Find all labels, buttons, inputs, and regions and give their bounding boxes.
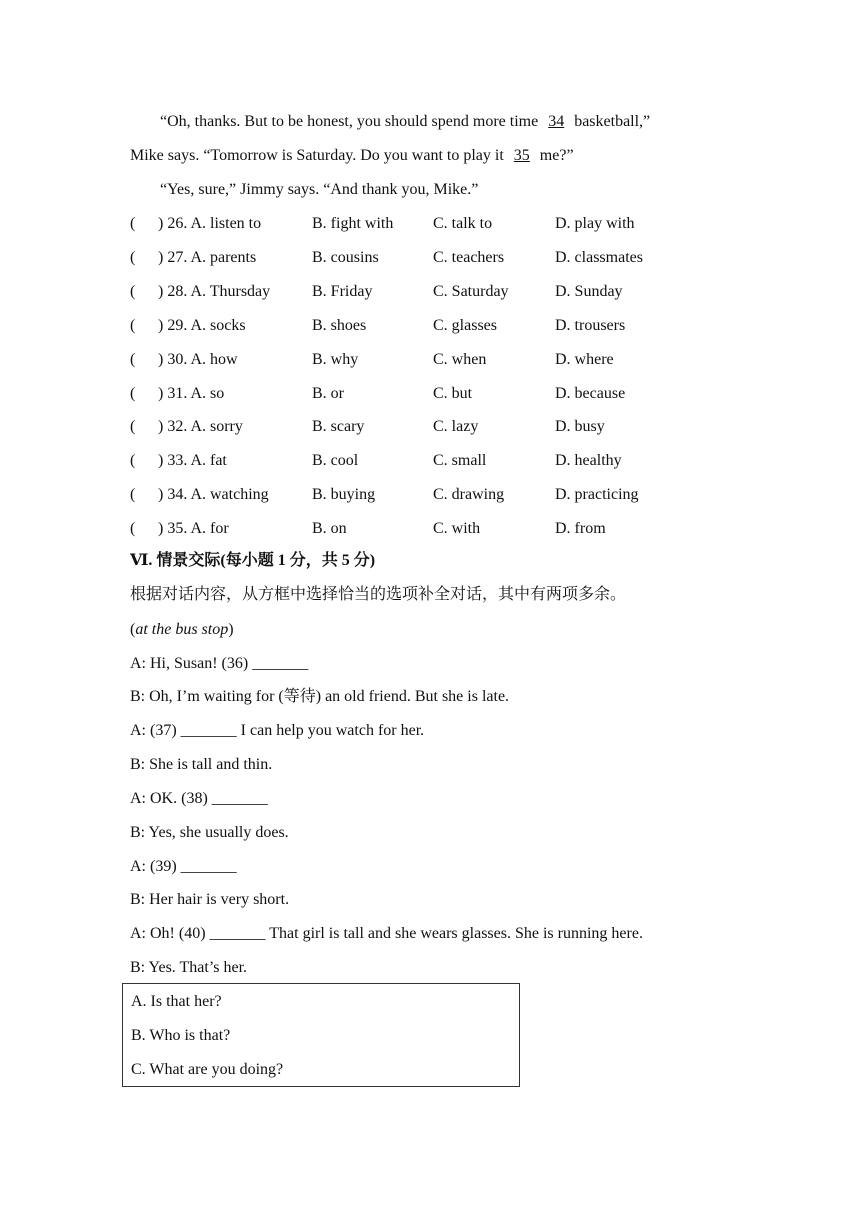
question-option-b: B. cool bbox=[312, 452, 359, 469]
dialogue-line: B: Her hair is very short. bbox=[130, 891, 290, 908]
question-option-d: D. Sunday bbox=[555, 283, 623, 300]
option-item: A. Is that her? bbox=[131, 993, 222, 1010]
question-option-b: B. buying bbox=[312, 486, 376, 503]
question-option-b: B. shoes bbox=[312, 317, 367, 334]
option-item: B. Who is that? bbox=[131, 1027, 231, 1044]
question-option-d: D. trousers bbox=[555, 317, 626, 334]
setting-text: at the bus stop bbox=[135, 621, 229, 638]
option-item: C. What are you doing? bbox=[131, 1061, 284, 1078]
dialogue-setting bbox=[130, 620, 234, 640]
blank-35: 35 bbox=[513, 147, 530, 164]
question-option-d: D. busy bbox=[555, 418, 605, 435]
question-option-a: ) 34. A. watching bbox=[158, 486, 269, 503]
answer-paren: ( bbox=[130, 249, 136, 266]
section-instruction: 根据对话内容，从方框中选择恰当的选项补全对话，其中有两项多余。 bbox=[130, 586, 627, 603]
answer-paren: ( bbox=[130, 452, 136, 469]
question-option-c: C. glasses bbox=[433, 317, 497, 334]
question-option-b: B. cousins bbox=[312, 249, 379, 266]
question-option-c: C. teachers bbox=[433, 249, 505, 266]
passage-text: “Oh, thanks. But to be honest, you should spend more time bbox=[160, 113, 539, 130]
question-option-b: B. on bbox=[312, 520, 347, 537]
question-row bbox=[130, 384, 690, 404]
question-row bbox=[130, 451, 690, 471]
dialogue-line: B: Yes, she usually does. bbox=[130, 824, 289, 841]
question-option-b: B. why bbox=[312, 351, 359, 368]
question-option-a: ) 35. A. for bbox=[158, 520, 229, 537]
question-option-c: C. with bbox=[433, 520, 481, 537]
question-option-d: D. because bbox=[555, 385, 626, 402]
section-heading: Ⅵ. 情景交际(每小题 1 分，共 5 分) bbox=[130, 552, 376, 569]
question-option-c: C. Saturday bbox=[433, 283, 509, 300]
dialogue-line: A: (39) _______ bbox=[130, 858, 237, 875]
question-row bbox=[130, 350, 690, 370]
passage-line-2 bbox=[130, 146, 574, 166]
question-option-a: ) 29. A. socks bbox=[158, 317, 246, 334]
dialogue-line: A: (37) _______ I can help you watch for her. bbox=[130, 722, 425, 739]
question-option-c: C. lazy bbox=[433, 418, 479, 435]
question-option-d: D. practicing bbox=[555, 486, 639, 503]
passage-text: me?” bbox=[539, 147, 574, 164]
question-option-c: C. small bbox=[433, 452, 487, 469]
answer-paren: ( bbox=[130, 486, 136, 503]
options-box bbox=[122, 983, 520, 1087]
question-row bbox=[130, 417, 690, 437]
dialogue-line: B: Oh, I’m waiting for (等待) an old friend. But she is late. bbox=[130, 688, 510, 705]
setting-paren-open: ( bbox=[130, 621, 136, 638]
passage-text: basketball,” bbox=[574, 113, 651, 130]
passage-line-1 bbox=[160, 112, 650, 132]
dialogue-line: A: OK. (38) _______ bbox=[130, 790, 268, 807]
question-option-d: D. classmates bbox=[555, 249, 643, 266]
question-row bbox=[130, 519, 690, 539]
question-option-b: B. scary bbox=[312, 418, 365, 435]
question-row bbox=[130, 248, 690, 268]
question-option-c: C. when bbox=[433, 351, 487, 368]
setting-paren-close: ) bbox=[228, 621, 234, 638]
question-option-b: B. fight with bbox=[312, 215, 394, 232]
answer-paren: ( bbox=[130, 520, 136, 537]
answer-paren: ( bbox=[130, 215, 136, 232]
question-option-c: C. but bbox=[433, 385, 473, 402]
question-option-a: ) 27. A. parents bbox=[158, 249, 257, 266]
passage-text: Mike says. “Tomorrow is Saturday. Do you want to play it bbox=[130, 147, 504, 164]
question-option-a: ) 28. A. Thursday bbox=[158, 283, 271, 300]
question-row bbox=[130, 485, 690, 505]
answer-paren: ( bbox=[130, 317, 136, 334]
answer-paren: ( bbox=[130, 351, 136, 368]
blank-34: 34 bbox=[548, 113, 565, 130]
question-option-d: D. healthy bbox=[555, 452, 622, 469]
question-option-b: B. or bbox=[312, 385, 344, 402]
dialogue-line: B: She is tall and thin. bbox=[130, 756, 273, 773]
question-option-d: D. where bbox=[555, 351, 614, 368]
question-option-a: ) 26. A. listen to bbox=[158, 215, 262, 232]
question-option-a: ) 31. A. so bbox=[158, 385, 225, 402]
question-row bbox=[130, 282, 690, 302]
answer-paren: ( bbox=[130, 418, 136, 435]
question-option-a: ) 30. A. how bbox=[158, 351, 238, 368]
answer-paren: ( bbox=[130, 283, 136, 300]
dialogue-line: A: Hi, Susan! (36) _______ bbox=[130, 655, 309, 672]
question-option-b: B. Friday bbox=[312, 283, 373, 300]
question-row bbox=[130, 316, 690, 336]
question-option-a: ) 32. A. sorry bbox=[158, 418, 243, 435]
question-option-a: ) 33. A. fat bbox=[158, 452, 227, 469]
dialogue-line: A: Oh! (40) _______ That girl is tall and she wears glasses. She is running here. bbox=[130, 925, 643, 942]
dialogue-line: B: Yes. That’s her. bbox=[130, 959, 248, 976]
question-row bbox=[130, 214, 690, 234]
answer-paren: ( bbox=[130, 385, 136, 402]
question-option-d: D. play with bbox=[555, 215, 635, 232]
question-option-d: D. from bbox=[555, 520, 606, 537]
passage-line-3: “Yes, sure,” Jimmy says. “And thank you, Mike.” bbox=[160, 181, 479, 198]
question-option-c: C. drawing bbox=[433, 486, 505, 503]
question-option-c: C. talk to bbox=[433, 215, 493, 232]
